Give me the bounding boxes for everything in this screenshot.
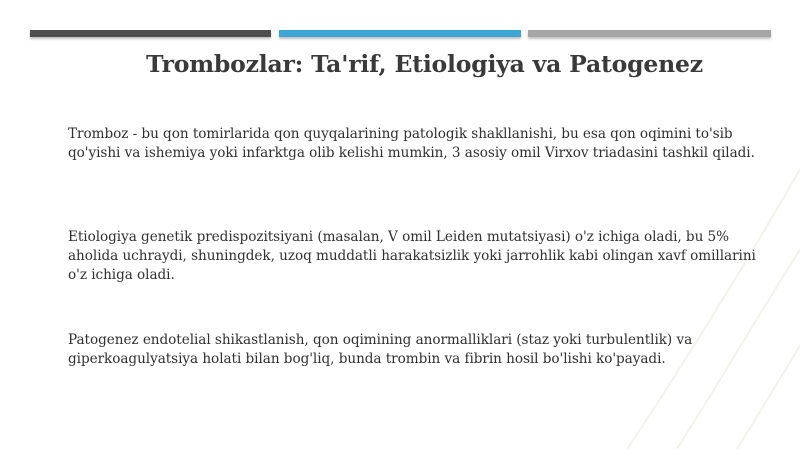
paragraph-etiology: Etiologiya genetik predispozitsiyani (masalan, V omil Leiden mutatsiyasi) o'z ichiga oladi, bu 5% aholida uchraydi, shuningdek, uzoq muddatli harakatsizlik yoki jarrohlik kabi olingan xavf omillarini o'z ichiga oladi. <box>68 229 756 283</box>
header-bar-gray <box>528 30 771 37</box>
slide-title: Trombozlar: Ta'rif, Etiologiya va Patogenez <box>146 50 703 78</box>
header-bar-dark <box>30 30 271 37</box>
paragraph-pathogenesis: Patogenez endotelial shikastlanish, qon oqimining anormalliklari (staz yoki turbulentlik) va giperkoagulyatsiya holati bilan bog'liq, bunda trombin va fibrin hosil bo'lishi ko'payadi. <box>68 332 693 367</box>
paragraph-definition: Tromboz - bu qon tomirlarida qon quyqalarining patologik shakllanishi, bu esa qon oqimini to'sib qo'yishi va ishemiya yoki infarktga olib kelishi mumkin, 3 asosiy omil Virxov triadasini tashkil qiladi. <box>68 126 755 161</box>
header-bar-blue <box>279 30 521 37</box>
